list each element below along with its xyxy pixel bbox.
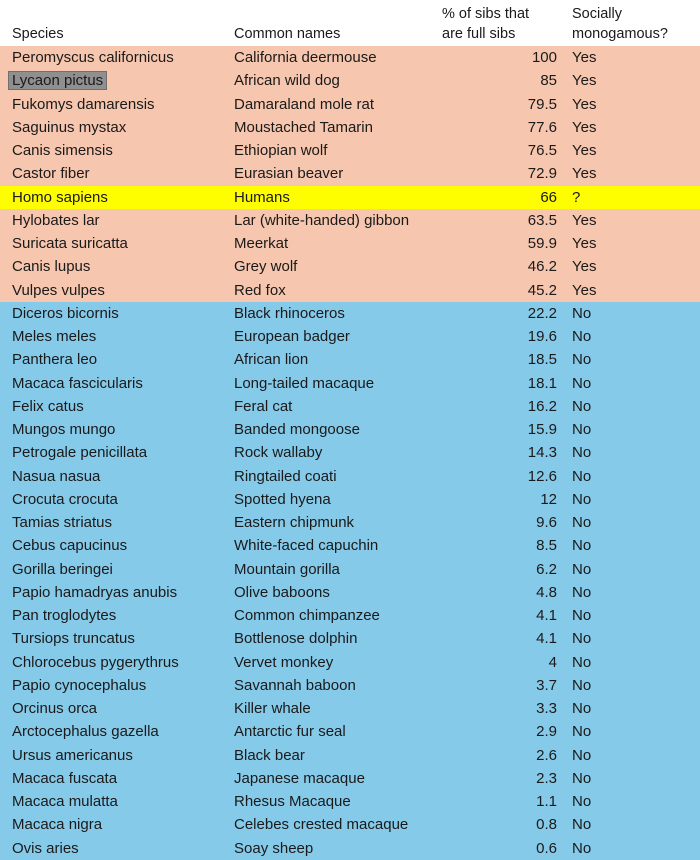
full-sibs-percent-cell[interactable]: 6.2 — [536, 560, 557, 578]
full-sibs-percent-cell[interactable]: 0.8 — [536, 816, 557, 834]
table-row — [0, 674, 700, 697]
monogamous-cell[interactable]: No — [572, 676, 592, 694]
common-name-cell[interactable]: Vervet monkey — [234, 653, 334, 671]
common-name-cell[interactable]: Black rhinoceros — [234, 304, 345, 322]
common-name-cell[interactable]: European badger — [234, 328, 350, 345]
full-sibs-percent-cell[interactable]: 85 — [540, 72, 557, 90]
monogamous-cell[interactable]: ? — [572, 188, 581, 206]
species-cell[interactable]: Mungos mungo — [12, 421, 116, 438]
table-row — [0, 837, 700, 860]
table-row — [0, 93, 700, 116]
full-sibs-percent-cell[interactable]: 76.5 — [527, 142, 557, 159]
full-sibs-percent-cell[interactable]: 8.5 — [536, 537, 557, 555]
full-sibs-percent-cell[interactable]: 2.6 — [536, 746, 557, 764]
monogamous-cell[interactable]: No — [572, 560, 592, 578]
species-cell[interactable]: Macaca fascicularis — [12, 374, 143, 392]
table-row — [0, 139, 700, 162]
common-name-cell[interactable]: Japanese macaque — [234, 769, 365, 787]
common-name-cell[interactable]: California deermouse — [234, 49, 377, 66]
common-name-cell[interactable]: Soay sheep — [234, 839, 314, 857]
monogamous-cell[interactable]: No — [572, 723, 592, 741]
common-name-cell[interactable]: Spotted hyena — [234, 490, 331, 508]
common-name-cell[interactable]: Eastern chipmunk — [234, 514, 355, 531]
monogamous-cell[interactable]: No — [572, 304, 592, 322]
table-row — [0, 46, 700, 69]
full-sibs-percent-cell[interactable]: 4.1 — [536, 630, 557, 648]
species-cell[interactable]: Chlorocebus pygerythrus — [12, 653, 179, 671]
species-cell[interactable]: Diceros bicornis — [12, 304, 119, 322]
common-name-cell[interactable]: Meerkat — [234, 235, 289, 252]
species-cell[interactable]: Macaca fuscata — [12, 769, 118, 787]
full-sibs-percent-cell[interactable]: 15.9 — [527, 421, 557, 438]
species-cell[interactable]: Fukomys damarensis — [12, 95, 155, 113]
species-cell[interactable]: Papio hamadryas anubis — [12, 583, 178, 601]
full-sibs-percent-cell[interactable]: 46.2 — [527, 258, 557, 276]
species-cell[interactable]: Cebus capucinus — [12, 537, 128, 555]
header-monogamous-line1: Socially — [572, 6, 622, 22]
common-name-cell[interactable]: Black bear — [234, 746, 305, 764]
table-row — [0, 232, 700, 255]
species-cell[interactable]: Panthera leo — [12, 351, 98, 369]
common-name-cell[interactable]: African lion — [234, 351, 309, 369]
monogamous-cell[interactable]: No — [572, 816, 592, 834]
species-cell[interactable]: Arctocephalus gazella — [12, 723, 159, 741]
common-name-cell[interactable]: Killer whale — [234, 700, 311, 717]
species-cell[interactable]: Ovis aries — [12, 839, 79, 857]
common-name-cell[interactable]: Rhesus Macaque — [234, 793, 351, 810]
table-row — [0, 162, 700, 185]
table-body — [0, 46, 700, 860]
monogamous-cell[interactable]: Yes — [572, 281, 597, 299]
species-cell[interactable]: Papio cynocephalus — [12, 676, 147, 694]
full-sibs-percent-cell[interactable]: 2.3 — [536, 769, 557, 787]
full-sibs-percent-cell[interactable]: 72.9 — [527, 165, 557, 183]
species-cell[interactable]: Castor fiber — [12, 165, 90, 183]
species-cell[interactable]: Macaca nigra — [12, 816, 103, 834]
table-header — [0, 0, 700, 46]
species-cell[interactable]: Homo sapiens — [12, 188, 108, 206]
common-name-cell[interactable]: African wild dog — [234, 72, 340, 90]
monogamous-cell[interactable]: No — [572, 351, 592, 369]
common-name-cell[interactable]: Celebes crested macaque — [234, 816, 409, 834]
table-row — [0, 116, 700, 139]
table-row — [0, 581, 700, 604]
species-cell[interactable]: Ursus americanus — [12, 746, 133, 764]
table-row — [0, 558, 700, 581]
full-sibs-percent-cell[interactable]: 4 — [548, 653, 557, 671]
monogamous-cell[interactable]: No — [572, 374, 592, 392]
table-row — [0, 790, 700, 813]
table-row — [0, 418, 700, 441]
monogamous-cell[interactable]: No — [572, 537, 592, 555]
species-cell[interactable]: Canis simensis — [12, 142, 113, 159]
common-name-cell[interactable]: Antarctic fur seal — [234, 723, 346, 741]
table-row — [0, 767, 700, 790]
common-name-cell[interactable]: Rock wallaby — [234, 444, 323, 462]
monogamous-cell[interactable]: Yes — [572, 235, 597, 252]
monogamous-cell[interactable]: Yes — [572, 142, 597, 159]
table-row — [0, 372, 700, 395]
header-species[interactable]: Species — [12, 26, 64, 42]
species-cell[interactable]: Felix catus — [12, 397, 84, 415]
full-sibs-percent-cell[interactable]: 79.5 — [527, 95, 557, 113]
species-cell[interactable]: Canis lupus — [12, 258, 91, 276]
monogamous-cell[interactable]: No — [572, 653, 592, 671]
monogamous-cell[interactable]: No — [572, 769, 592, 787]
common-name-cell[interactable]: White-faced capuchin — [234, 537, 379, 555]
full-sibs-percent-cell[interactable]: 22.2 — [527, 304, 557, 322]
species-cell[interactable]: Meles meles — [12, 328, 97, 345]
common-name-cell[interactable]: Common chimpanzee — [234, 607, 380, 624]
monogamous-cell[interactable]: No — [572, 421, 592, 438]
common-name-cell[interactable]: Long-tailed macaque — [234, 374, 375, 392]
table-row — [0, 209, 700, 232]
common-name-cell[interactable]: Mountain gorilla — [234, 560, 340, 578]
header-socially-monogamous[interactable] — [572, 4, 692, 44]
monogamous-cell[interactable]: No — [572, 467, 592, 485]
table-row — [0, 69, 700, 92]
monogamous-cell[interactable]: No — [572, 583, 592, 601]
full-sibs-percent-cell[interactable]: 3.3 — [536, 700, 557, 717]
table-row — [0, 697, 700, 720]
table-row — [0, 255, 700, 278]
header-full-sibs-percent[interactable] — [442, 4, 567, 44]
table-row — [0, 302, 700, 325]
monogamous-cell[interactable]: No — [572, 397, 592, 415]
monogamous-cell[interactable]: Yes — [572, 72, 597, 90]
full-sibs-percent-cell[interactable]: 4.1 — [536, 607, 557, 624]
monogamous-cell[interactable]: No — [572, 444, 592, 462]
full-sibs-percent-cell[interactable]: 16.2 — [527, 397, 557, 415]
species-cell[interactable]: Pan troglodytes — [12, 607, 117, 624]
monogamous-cell[interactable]: No — [572, 328, 592, 345]
selected-cell-text: Lycaon pictus — [9, 72, 106, 89]
full-sibs-percent-cell[interactable]: 63.5 — [527, 211, 557, 229]
monogamous-cell[interactable]: No — [572, 630, 592, 648]
full-sibs-percent-cell[interactable]: 59.9 — [527, 235, 557, 252]
common-name-cell[interactable]: Damaraland mole rat — [234, 95, 375, 113]
species-cell[interactable]: Peromyscus californicus — [12, 49, 174, 66]
common-name-cell[interactable]: Eurasian beaver — [234, 165, 344, 183]
monogamous-cell[interactable]: No — [572, 839, 592, 857]
monogamous-cell[interactable]: No — [572, 607, 592, 624]
header-monogamous-line2: monogamous? — [572, 26, 668, 42]
common-name-cell[interactable]: Lar (white-handed) gibbon — [234, 211, 410, 229]
monogamous-cell[interactable]: Yes — [572, 211, 597, 229]
common-name-cell[interactable]: Grey wolf — [234, 258, 298, 276]
common-name-cell[interactable]: Banded mongoose — [234, 421, 360, 438]
table-row — [0, 744, 700, 767]
common-name-cell[interactable]: Ethiopian wolf — [234, 142, 328, 159]
species-cell[interactable]: Orcinus orca — [12, 700, 98, 717]
monogamous-cell[interactable]: No — [572, 700, 592, 717]
table-row — [0, 279, 700, 302]
table-row — [0, 395, 700, 418]
monogamous-cell[interactable]: Yes — [572, 258, 597, 276]
table-row — [0, 511, 700, 534]
header-common-names[interactable]: Common names — [234, 26, 341, 42]
species-cell[interactable]: Suricata suricatta — [12, 235, 128, 252]
species-cell[interactable]: Hylobates lar — [12, 211, 100, 229]
full-sibs-percent-cell[interactable]: 1.1 — [536, 793, 557, 810]
full-sibs-percent-cell[interactable]: 18.5 — [527, 351, 557, 369]
species-cell[interactable]: Petrogale penicillata — [12, 444, 148, 462]
common-name-cell[interactable]: Humans — [234, 188, 290, 206]
common-name-cell[interactable]: Olive baboons — [234, 583, 330, 601]
table-row — [0, 627, 700, 650]
common-name-cell[interactable]: Moustached Tamarin — [234, 118, 373, 136]
full-sibs-percent-cell[interactable]: 3.7 — [536, 676, 557, 694]
monogamous-cell[interactable]: Yes — [572, 95, 597, 113]
full-sibs-percent-cell[interactable]: 0.6 — [536, 839, 557, 857]
monogamous-cell[interactable]: No — [572, 514, 592, 531]
full-sibs-percent-cell[interactable]: 2.9 — [536, 723, 557, 741]
monogamous-cell[interactable]: No — [572, 746, 592, 764]
monogamous-cell[interactable]: Yes — [572, 118, 597, 136]
full-sibs-percent-cell[interactable]: 66 — [540, 188, 557, 206]
species-cell[interactable]: Tursiops truncatus — [12, 630, 135, 648]
common-name-cell[interactable]: Savannah baboon — [234, 676, 356, 694]
table-row — [0, 604, 700, 627]
species-cell[interactable]: Macaca mulatta — [12, 793, 118, 810]
header-full-sibs-line1: % of sibs that — [442, 6, 530, 22]
table-row — [0, 720, 700, 743]
table-row — [0, 534, 700, 557]
common-name-cell[interactable]: Bottlenose dolphin — [234, 630, 358, 648]
species-cell[interactable]: Vulpes vulpes — [12, 281, 105, 299]
full-sibs-percent-cell[interactable]: 9.6 — [536, 514, 557, 531]
species-cell[interactable] — [12, 69, 106, 92]
table-row — [0, 465, 700, 488]
table-row — [0, 651, 700, 674]
monogamous-cell[interactable]: Yes — [572, 165, 597, 183]
common-name-cell[interactable]: Ringtailed coati — [234, 467, 337, 485]
species-cell[interactable]: Saguinus mystax — [12, 118, 127, 136]
monogamous-cell[interactable]: Yes — [572, 49, 597, 66]
table-row — [0, 441, 700, 464]
species-cell[interactable]: Crocuta crocuta — [12, 490, 118, 508]
full-sibs-percent-cell[interactable]: 100 — [531, 49, 557, 66]
common-name-cell[interactable]: Red fox — [234, 281, 286, 299]
species-cell[interactable]: Tamias striatus — [12, 514, 113, 531]
full-sibs-percent-cell[interactable]: 4.8 — [536, 583, 557, 601]
table-row — [0, 488, 700, 511]
full-sibs-percent-cell[interactable]: 45.2 — [527, 281, 557, 299]
table-row — [0, 186, 700, 209]
species-cell[interactable]: Nasua nasua — [12, 467, 101, 485]
species-cell[interactable]: Gorilla beringei — [12, 560, 113, 578]
common-name-cell[interactable]: Feral cat — [234, 397, 293, 415]
table-row — [0, 325, 700, 348]
full-sibs-percent-cell[interactable]: 18.1 — [527, 374, 557, 392]
full-sibs-percent-cell[interactable]: 77.6 — [527, 118, 557, 136]
full-sibs-percent-cell[interactable]: 14.3 — [527, 444, 557, 462]
full-sibs-percent-cell[interactable]: 19.6 — [527, 328, 557, 345]
monogamous-cell[interactable]: No — [572, 490, 592, 508]
table-row — [0, 813, 700, 836]
table-row — [0, 348, 700, 371]
header-full-sibs-line2: are full sibs — [442, 26, 516, 42]
monogamous-cell[interactable]: No — [572, 793, 592, 810]
full-sibs-percent-cell[interactable]: 12 — [540, 490, 557, 508]
full-sibs-percent-cell[interactable]: 12.6 — [527, 467, 557, 485]
